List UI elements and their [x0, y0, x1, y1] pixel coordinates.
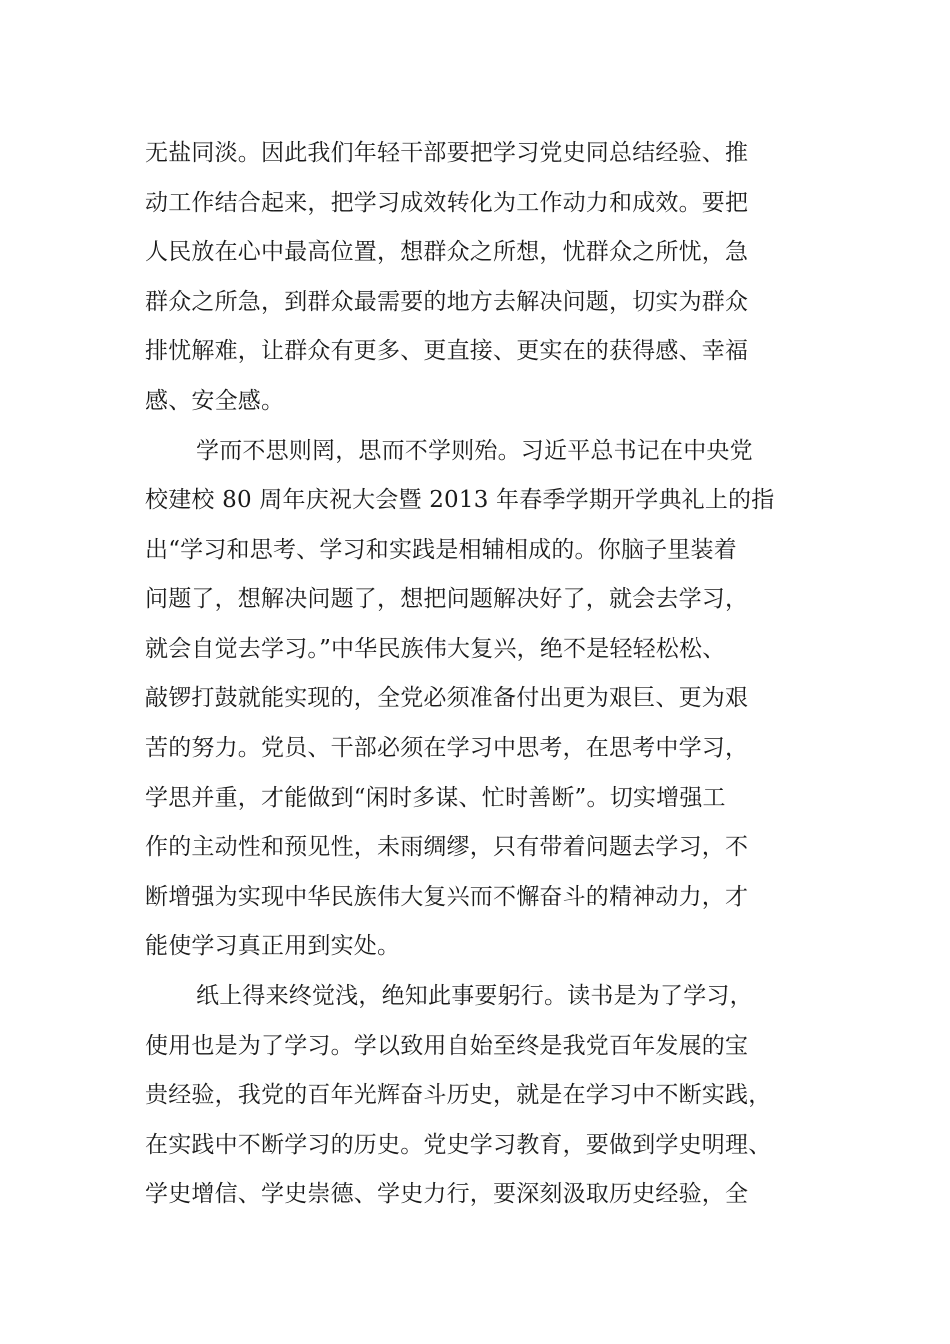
text-line: 人民放在心中最高位置，想群众之所想，忧群众之所忧，急 — [145, 239, 749, 265]
text-line: 动工作结合起来，把学习成效转化为工作动力和成效。要把 — [145, 190, 749, 216]
text-line: 贵经验，我党的百年光辉奋斗历史，就是在学习中不断实践， — [145, 1082, 772, 1108]
text-line: 苦的努力。党员、干部必须在学习中思考，在思考中学习， — [145, 735, 749, 761]
text-line: 学史增信、学史崇德、学史力行，要深刻汲取历史经验，全 — [145, 1181, 749, 1207]
text-line: 无盐同淡。因此我们年轻干部要把学习党史同总结经验、推 — [145, 140, 749, 166]
text-line: 感、安全感。 — [145, 388, 285, 414]
paragraph-first-line: 纸上得来终觉浅，绝知此事要躬行。读书是为了学习， — [196, 983, 753, 1009]
text-line: 在实践中不断学习的历史。党史学习教育，要做到学史明理、 — [145, 1132, 772, 1158]
text-line: 群众之所急，到群众最需要的地方去解决问题，切实为群众 — [145, 289, 749, 315]
text-line: 作的主动性和预见性，未雨绸缪，只有带着问题去学习，不 — [145, 834, 749, 860]
text-line: 敲锣打鼓就能实现的，全党必须准备付出更为艰巨、更为艰 — [145, 685, 749, 711]
text-line: 能使学习真正用到实处。 — [145, 933, 401, 959]
paragraph-first-line: 学而不思则罔，思而不学则殆。习近平总书记在中央党 — [196, 438, 753, 464]
text-line: 学思并重，才能做到“闲时多谋、忙时善断”。切实增强工 — [145, 785, 726, 811]
text-line: 断增强为实现中华民族伟大复兴而不懈奋斗的精神动力，才 — [145, 884, 749, 910]
text-line: 排忧解难，让群众有更多、更直接、更实在的获得感、幸福 — [145, 338, 749, 364]
text-line: 问题了，想解决问题了，想把问题解决好了，就会去学习， — [145, 586, 749, 612]
text-line: 使用也是为了学习。学以致用自始至终是我党百年发展的宝 — [145, 1033, 749, 1059]
text-line: 校建校 80 周年庆祝大会暨 2013 年春季学期开学典礼上的指 — [145, 487, 775, 513]
text-line: 出“学习和思考、学习和实践是相辅相成的。你脑子里装着 — [145, 537, 737, 563]
text-line: 就会自觉去学习。”中华民族伟大复兴，绝不是轻轻松松、 — [145, 636, 726, 662]
